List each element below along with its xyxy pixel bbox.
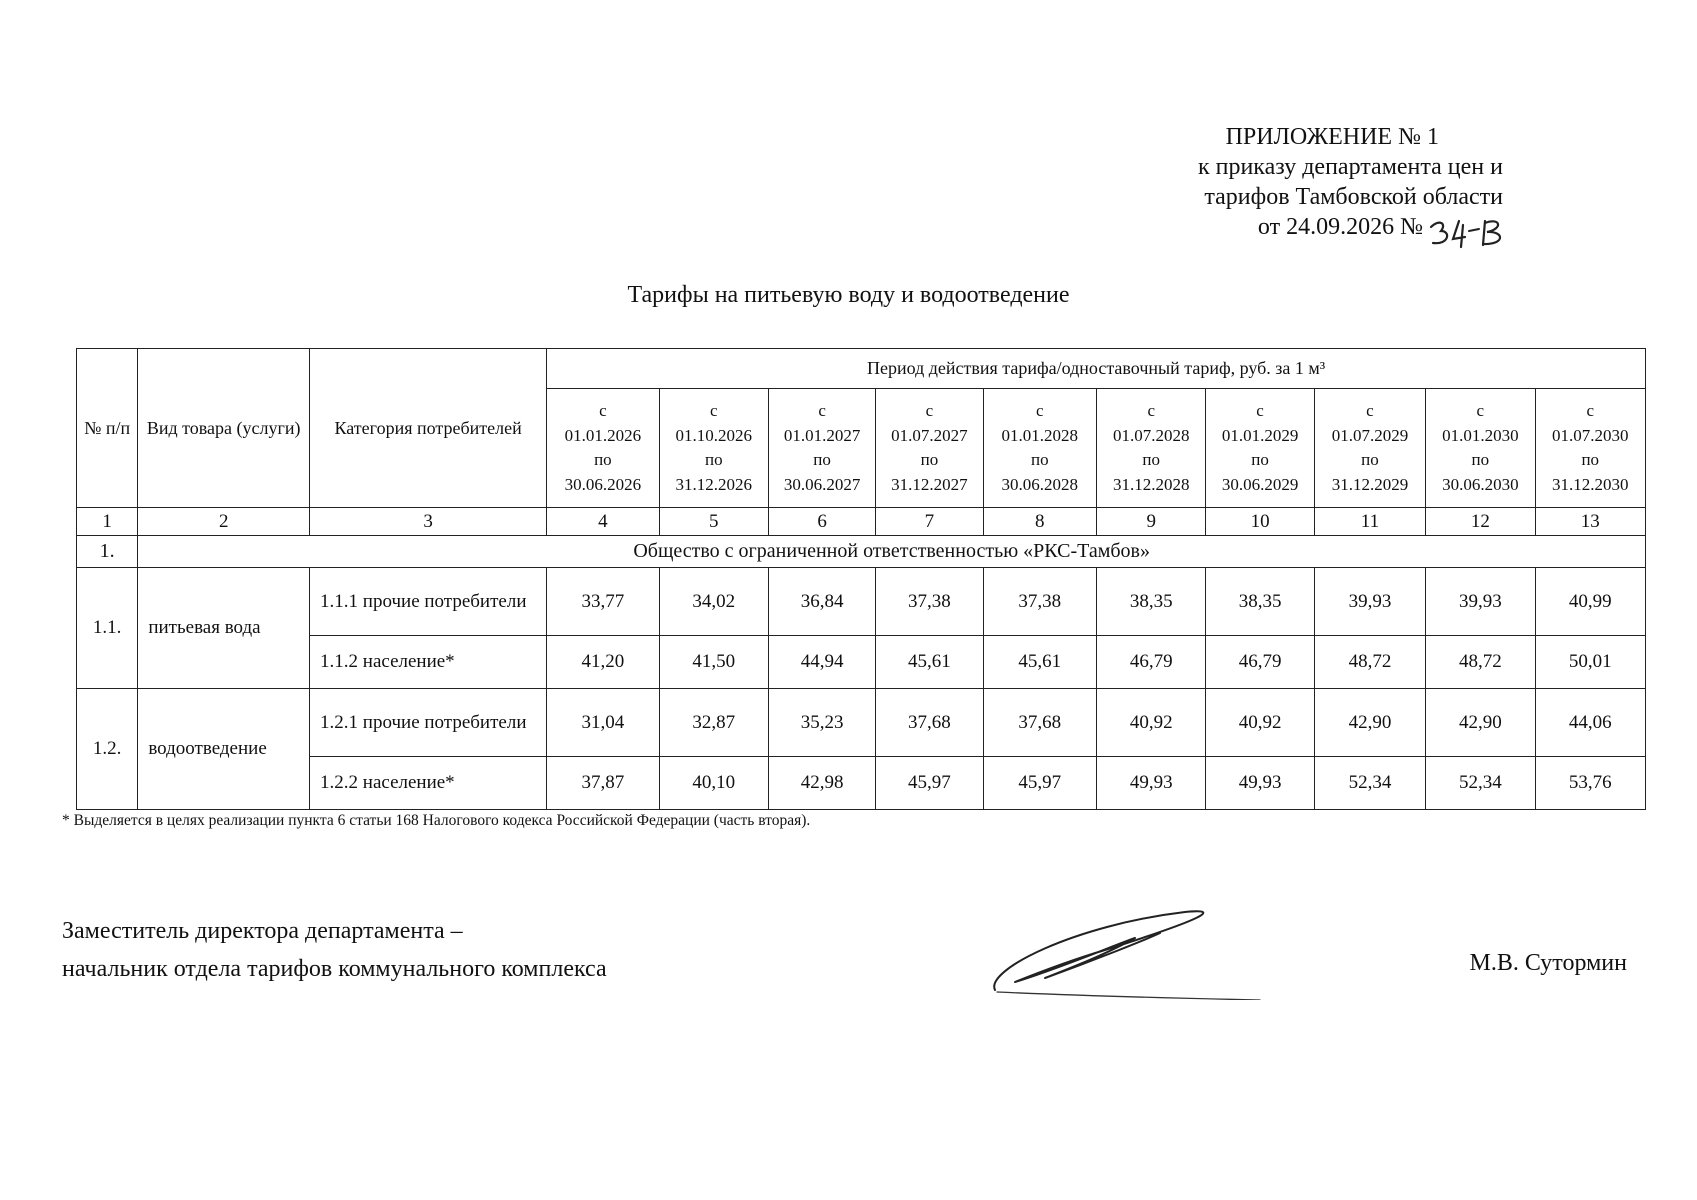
- period-header: [768, 389, 875, 508]
- group-number: 1.1.: [77, 568, 138, 689]
- period-to: 30.06.2030: [1442, 474, 1519, 494]
- consumer-category: 1.2.2 население*: [310, 757, 547, 810]
- period-from: 01.07.2028: [1112, 425, 1190, 445]
- tariff-value: 36,84: [768, 568, 875, 636]
- signer-position-line1: Заместитель директора департамента –: [62, 918, 463, 944]
- column-number: 7: [876, 508, 983, 536]
- period-to-prefix: по: [920, 450, 939, 469]
- period-to: 31.12.2026: [675, 474, 753, 494]
- tariff-value: 48,72: [1426, 636, 1535, 689]
- period-from-prefix: с: [1476, 401, 1485, 420]
- column-number: 8: [983, 508, 1096, 536]
- product-name: водоотведение: [138, 689, 310, 810]
- consumer-category: 1.2.1 прочие потребители: [310, 689, 547, 757]
- period-from-prefix: с: [1147, 401, 1155, 420]
- period-to-prefix: по: [594, 450, 612, 469]
- tariff-value: 33,77: [547, 568, 659, 636]
- column-number: 6: [768, 508, 875, 536]
- tariff-value: 45,61: [876, 636, 983, 689]
- appendix-date: от 24.09.2026 №: [1257, 214, 1423, 240]
- period-from: 01.01.2027: [783, 425, 861, 445]
- column-number: 9: [1097, 508, 1206, 536]
- period-from-prefix: с: [1366, 401, 1374, 420]
- appendix-order-ref: к приказу департамента цен и: [1197, 154, 1503, 180]
- period-to-prefix: по: [1251, 450, 1269, 469]
- tariff-value: 44,94: [768, 636, 875, 689]
- period-from: 01.01.2030: [1442, 425, 1519, 445]
- footnote: * Выделяется в целях реализации пункта 6 статьи 168 Налогового кодекса Российской Федерации (часть вторая).: [62, 812, 811, 829]
- period-header: [659, 389, 768, 508]
- consumer-category: 1.1.1 прочие потребители: [310, 568, 547, 636]
- tariff-value: 49,93: [1097, 757, 1206, 810]
- tariff-value: 37,38: [983, 568, 1096, 636]
- period-from: 01.07.2029: [1331, 425, 1409, 445]
- period-header: [983, 389, 1096, 508]
- tariff-value: 40,92: [1097, 689, 1206, 757]
- tariff-value: 48,72: [1314, 636, 1425, 689]
- table-row: [77, 636, 1646, 689]
- tariff-value: 45,97: [876, 757, 983, 810]
- period-to: 30.06.2027: [783, 474, 861, 494]
- column-number: 13: [1535, 508, 1646, 536]
- signer-position-line2: начальник отдела тарифов коммунального комплекса: [62, 956, 607, 982]
- column-number: 3: [310, 508, 547, 536]
- tariff-value: 35,23: [768, 689, 875, 757]
- period-from-prefix: с: [925, 401, 934, 420]
- period-header: [876, 389, 983, 508]
- period-to: 31.12.2027: [891, 474, 968, 494]
- document-title: Тарифы на питьевую воду и водоотведение: [627, 282, 1070, 308]
- tariff-value: 40,92: [1206, 689, 1314, 757]
- tariff-value: 44,06: [1535, 689, 1646, 757]
- period-from: 01.07.2030: [1552, 425, 1629, 445]
- group-number: 1.2.: [77, 689, 138, 810]
- period-from-prefix: с: [1586, 401, 1595, 420]
- header-period: Период действия тарифа/одноставочный тариф, руб. за 1 м³: [547, 349, 1646, 389]
- period-from: 01.01.2028: [1001, 425, 1079, 445]
- column-number: 2: [138, 508, 310, 536]
- period-from-prefix: с: [1036, 401, 1044, 420]
- appendix-title: ПРИЛОЖЕНИЕ № 1: [1225, 124, 1439, 150]
- handwritten-signature: [985, 900, 1265, 1000]
- product-name: питьевая вода: [138, 568, 310, 689]
- period-from-prefix: с: [710, 401, 718, 420]
- tariff-value: 31,04: [547, 689, 659, 757]
- table-row: [77, 568, 1646, 636]
- column-number: 10: [1206, 508, 1314, 536]
- tariff-value: 53,76: [1535, 757, 1646, 810]
- period-from: 01.01.2029: [1221, 425, 1299, 445]
- appendix-header: [989, 122, 1509, 242]
- period-to-prefix: по: [813, 450, 831, 469]
- period-from-prefix: с: [599, 401, 607, 420]
- organization-name: Общество с ограниченной ответственностью «РКС-Тамбов»: [138, 536, 1646, 568]
- handwritten-order-number: [1425, 215, 1509, 251]
- tariff-value: 37,38: [876, 568, 983, 636]
- tariff-value: 39,93: [1426, 568, 1535, 636]
- period-header: [1426, 389, 1535, 508]
- tariff-value: 37,68: [876, 689, 983, 757]
- period-to: 31.12.2030: [1552, 474, 1629, 494]
- tariff-value: 42,98: [768, 757, 875, 810]
- consumer-category: 1.1.2 население*: [310, 636, 547, 689]
- tariff-value: 45,61: [983, 636, 1096, 689]
- organization-row: [77, 536, 1646, 568]
- period-to-prefix: по: [1471, 450, 1490, 469]
- period-to-prefix: по: [1142, 450, 1161, 469]
- tariff-value: 41,50: [659, 636, 768, 689]
- header-product: Вид товара (услуги): [138, 349, 310, 508]
- header-category: Категория потребителей: [310, 349, 547, 508]
- tariff-value: 40,10: [659, 757, 768, 810]
- column-number: 4: [547, 508, 659, 536]
- column-number: 1: [77, 508, 138, 536]
- tariff-table: [76, 348, 1646, 810]
- tariff-value: 52,34: [1314, 757, 1425, 810]
- period-from: 01.10.2026: [675, 425, 753, 445]
- period-to-prefix: по: [1581, 450, 1600, 469]
- tariff-value: 42,90: [1426, 689, 1535, 757]
- period-from-prefix: с: [1256, 401, 1264, 420]
- tariff-value: 50,01: [1535, 636, 1646, 689]
- period-header: [547, 389, 659, 508]
- period-to-prefix: по: [1031, 450, 1049, 469]
- tariff-value: 41,20: [547, 636, 659, 689]
- column-number: 12: [1426, 508, 1535, 536]
- period-to: 31.12.2028: [1112, 474, 1190, 494]
- tariff-value: 37,68: [983, 689, 1096, 757]
- tariff-value: 37,87: [547, 757, 659, 810]
- tariff-value: 40,99: [1535, 568, 1646, 636]
- period-from: 01.01.2026: [564, 425, 642, 445]
- appendix-authority: тарифов Тамбовской области: [1204, 184, 1503, 210]
- period-from: 01.07.2027: [891, 425, 968, 445]
- period-to-prefix: по: [704, 450, 723, 469]
- tariff-value: 38,35: [1097, 568, 1206, 636]
- table-row: [77, 689, 1646, 757]
- tariff-value: 39,93: [1314, 568, 1425, 636]
- period-to: 30.06.2028: [1001, 474, 1079, 494]
- tariff-value: 42,90: [1314, 689, 1425, 757]
- tariff-value: 38,35: [1206, 568, 1314, 636]
- tariff-value: 34,02: [659, 568, 768, 636]
- tariff-value: 52,34: [1426, 757, 1535, 810]
- column-number: 5: [659, 508, 768, 536]
- period-to: 31.12.2029: [1331, 474, 1409, 494]
- organization-number: 1.: [77, 536, 138, 568]
- tariff-value: 45,97: [983, 757, 1096, 810]
- period-to: 30.06.2029: [1221, 474, 1299, 494]
- tariff-value: 49,93: [1206, 757, 1314, 810]
- period-header: [1535, 389, 1646, 508]
- period-header: [1097, 389, 1206, 508]
- table-row: [77, 757, 1646, 810]
- period-to-prefix: по: [1361, 450, 1379, 469]
- period-from-prefix: с: [818, 401, 826, 420]
- signer-name: М.В. Сутормин: [1469, 950, 1627, 976]
- tariff-value: 46,79: [1097, 636, 1206, 689]
- period-header: [1206, 389, 1314, 508]
- header-no: № п/п: [77, 349, 138, 508]
- column-number: 11: [1314, 508, 1425, 536]
- period-to: 30.06.2026: [564, 474, 642, 494]
- tariff-value: 46,79: [1206, 636, 1314, 689]
- period-header: [1314, 389, 1425, 508]
- tariff-value: 32,87: [659, 689, 768, 757]
- signer-position: [62, 912, 607, 988]
